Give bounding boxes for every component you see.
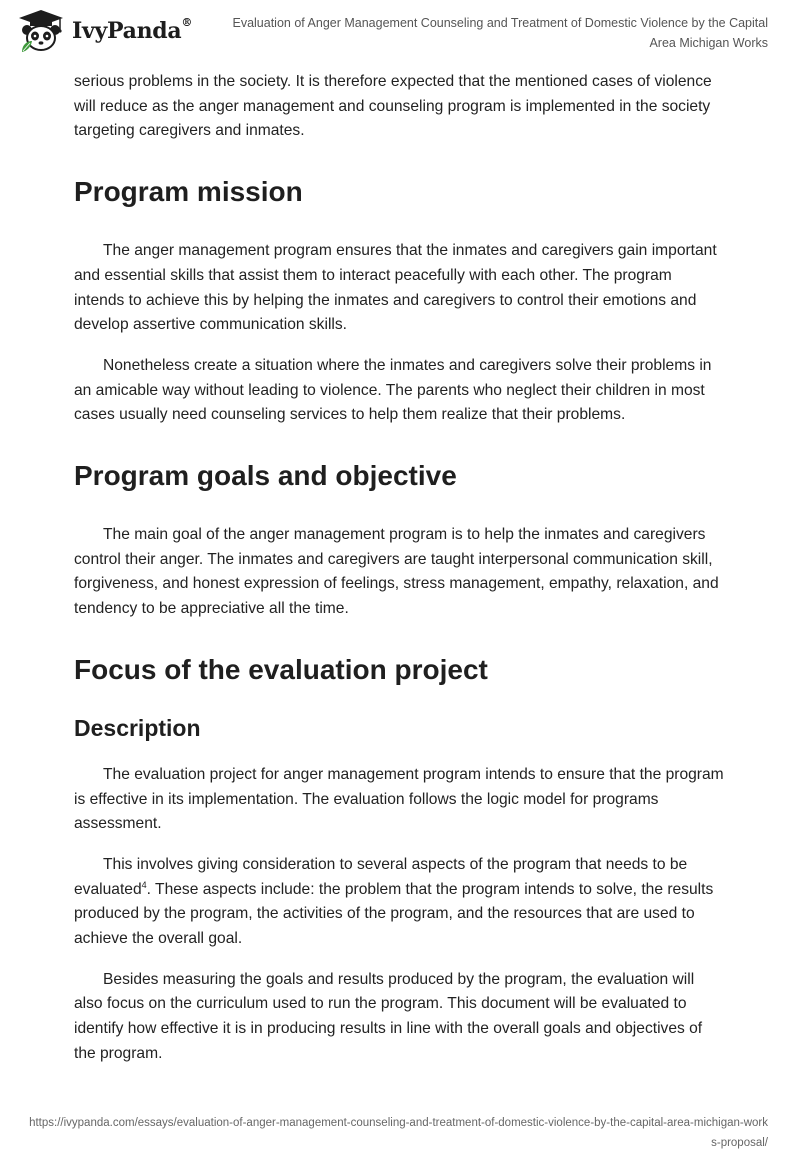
paragraph-text-after-footnote: . These aspects include: the problem that the program intends to solve, the results produced by the program, the activities of the program, and the resources that are used to achieve the overall goal. xyxy=(74,880,714,948)
mission-paragraph-1: The anger management program ensures that the inmates and caregivers gain important and essential skills that assist them to interact peacefully with each other. The program intends to achieve this by helping the inmates and caregivers to control their emotions and develop assertive communication skills. xyxy=(74,242,717,334)
description-paragraph-3: Besides measuring the goals and results produced by the program, the evaluation will also focus on the curriculum used to run the program. This document will be evaluated to identify how effective it is in producing results in line with the overall goals and objectives of the program. xyxy=(74,970,703,1062)
description-paragraph-2 xyxy=(74,853,726,952)
registered-mark: ® xyxy=(181,16,193,29)
section-heading-mission: Program mission xyxy=(74,176,303,208)
logo-wordmark xyxy=(72,18,192,44)
paragraph-text-before-footnote: This involves giving consideration to several aspects of the program that needs to be evaluated xyxy=(74,855,688,898)
mission-paragraph-2: Nonetheless create a situation where the inmates and caregivers solve their problems in an amicable way without leading to violence. The parents who neglect their children in most cases usually need counseling services to help them realize that their problems. xyxy=(74,356,712,424)
page-header xyxy=(0,0,800,66)
section-heading-goals: Program goals and objective xyxy=(74,460,457,492)
logo-text: IvyPanda xyxy=(72,18,182,44)
document-title: Evaluation of Anger Management Counseling and Treatment of Domestic Violence by the Capital Area Michigan Works xyxy=(232,16,768,50)
section-heading-focus: Focus of the evaluation project xyxy=(74,653,488,685)
footnote-reference[interactable]: 4 xyxy=(141,879,147,890)
intro-paragraph: serious problems in the society. It is therefore expected that the mentioned cases of violence will reduce as the anger management and counseling program is implemented in the society targeting caregivers and inmates. xyxy=(74,73,712,140)
subsection-heading-description: Description xyxy=(74,714,201,741)
source-url[interactable]: https://ivypanda.com/essays/evaluation-of-anger-management-counseling-and-treatment-of-domestic-violence-by-the-capital-area-michigan-works-proposal/ xyxy=(29,1117,768,1149)
article-body xyxy=(74,70,726,1083)
ivypanda-logo[interactable] xyxy=(16,8,192,54)
panda-logo-icon xyxy=(16,8,66,54)
description-paragraph-1: The evaluation project for anger management program intends to ensure that the program is effective in its implementation. The evaluation follows the logic model for programs assessment. xyxy=(74,765,724,833)
goals-paragraph-1: The main goal of the anger management program is to help the inmates and caregivers control their anger. The inmates and caregivers are taught interpersonal communication skill, forgiveness, and honest expression of feelings, stress management, empathy, relaxation, and tendency to be appreciative all the time. xyxy=(74,526,719,618)
